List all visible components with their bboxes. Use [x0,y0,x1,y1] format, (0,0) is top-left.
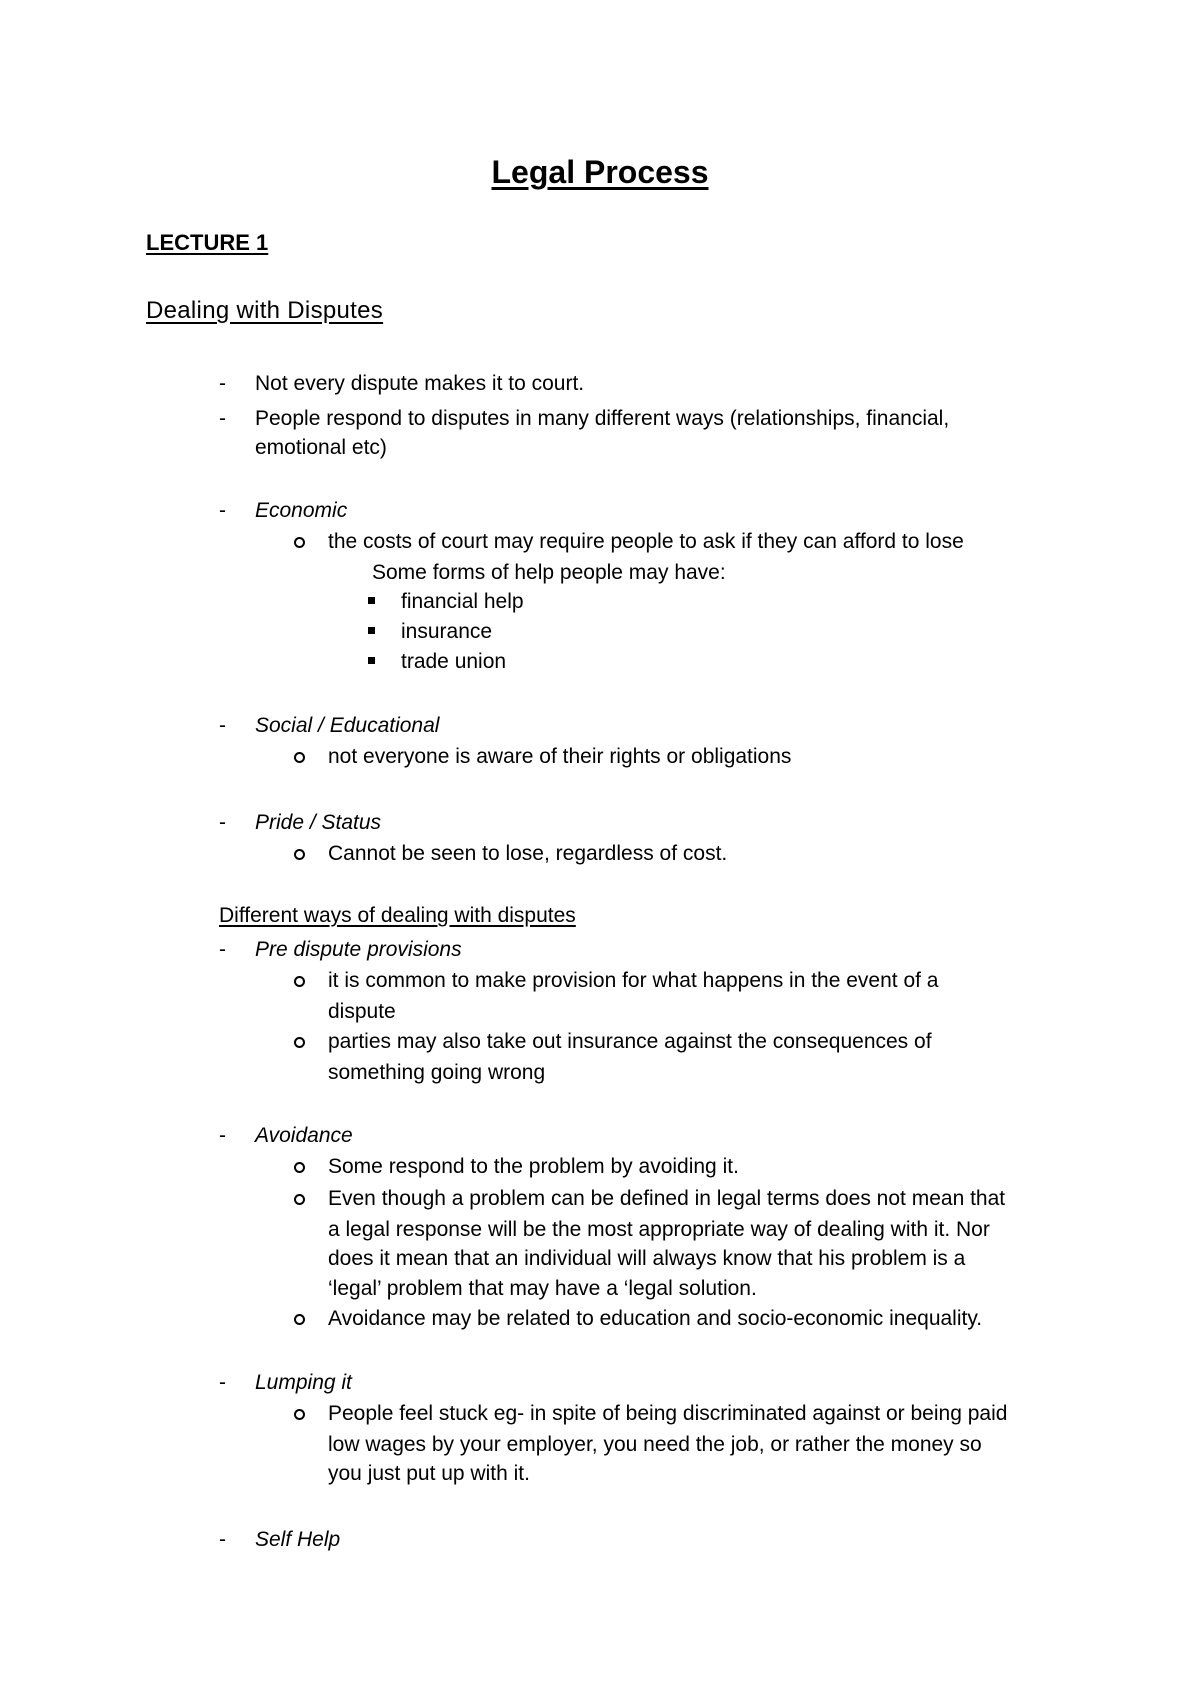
circle-bullet [294,849,305,860]
dash-bullet: - [219,1528,226,1551]
dash-bullet: - [219,938,226,961]
square-bullet [368,597,375,604]
sub-point: not everyone is aware of their rights or obligations [328,745,792,768]
circle-bullet [294,1409,305,1420]
document-title: Legal Process [491,154,709,190]
category-label: Avoidance [255,1124,353,1147]
sub-point: the costs of court may require people to ask if they can afford to lose [328,530,964,553]
dash-bullet: - [219,1371,226,1394]
circle-bullet [294,1162,305,1173]
circle-bullet [294,752,305,763]
sub-point-continuation: low wages by your employer, you need the job, or rather the money so [328,1433,982,1456]
help-item: financial help [401,590,524,613]
sub-point-intro: Some forms of help people may have: [372,561,726,584]
category-label: Economic [255,499,348,522]
sub-point: Avoidance may be related to education and socio-economic inequality. [328,1307,983,1330]
dash-bullet: - [219,407,226,430]
square-bullet [368,657,375,664]
sub-point-continuation: dispute [328,1000,396,1023]
sub-point-continuation: ‘legal’ problem that may have a ‘legal solution. [328,1277,757,1300]
list-item: People respond to disputes in many different ways (relationships, financial, [255,407,950,430]
circle-bullet [294,537,305,548]
dash-bullet: - [219,714,226,737]
list-item: Not every dispute makes it to court. [255,372,585,395]
sub-point-continuation: does it mean that an individual will always know that his problem is a [328,1247,966,1270]
category-label: Pre dispute provisions [255,938,462,961]
sub-point-continuation: you just put up with it. [328,1462,530,1485]
category-label: Self Help [255,1528,341,1551]
square-bullet [368,627,375,634]
section-heading-ways: Different ways of dealing with disputes [219,904,576,927]
dash-bullet: - [219,499,226,522]
sub-point: Cannot be seen to lose, regardless of cost. [328,842,728,865]
circle-bullet [294,1314,305,1325]
sub-point: it is common to make provision for what happens in the event of a [328,969,939,992]
category-label: Lumping it [255,1371,352,1394]
sub-point: Some respond to the problem by avoiding it. [328,1155,739,1178]
list-item-continuation: emotional etc) [255,436,387,459]
dash-bullet: - [219,811,226,834]
help-item: insurance [401,620,493,643]
sub-point: Even though a problem can be defined in legal terms does not mean that [328,1187,1006,1210]
sub-point-continuation: a legal response will be the most appropriate way of dealing with it. Nor [328,1218,990,1241]
sub-point-continuation: something going wrong [328,1061,546,1084]
circle-bullet [294,1037,305,1048]
sub-point: People feel stuck eg- in spite of being discriminated against or being paid [328,1402,1008,1425]
help-item: trade union [401,650,507,673]
circle-bullet [294,1194,305,1205]
category-label: Social / Educational [255,714,440,737]
dash-bullet: - [219,1124,226,1147]
category-label: Pride / Status [255,811,382,834]
lecture-heading: LECTURE 1 [146,230,269,255]
circle-bullet [294,976,305,987]
sub-point: parties may also take out insurance against the consequences of [328,1030,932,1053]
dash-bullet: - [219,372,226,395]
section-heading-dealing: Dealing with Disputes [146,297,384,324]
